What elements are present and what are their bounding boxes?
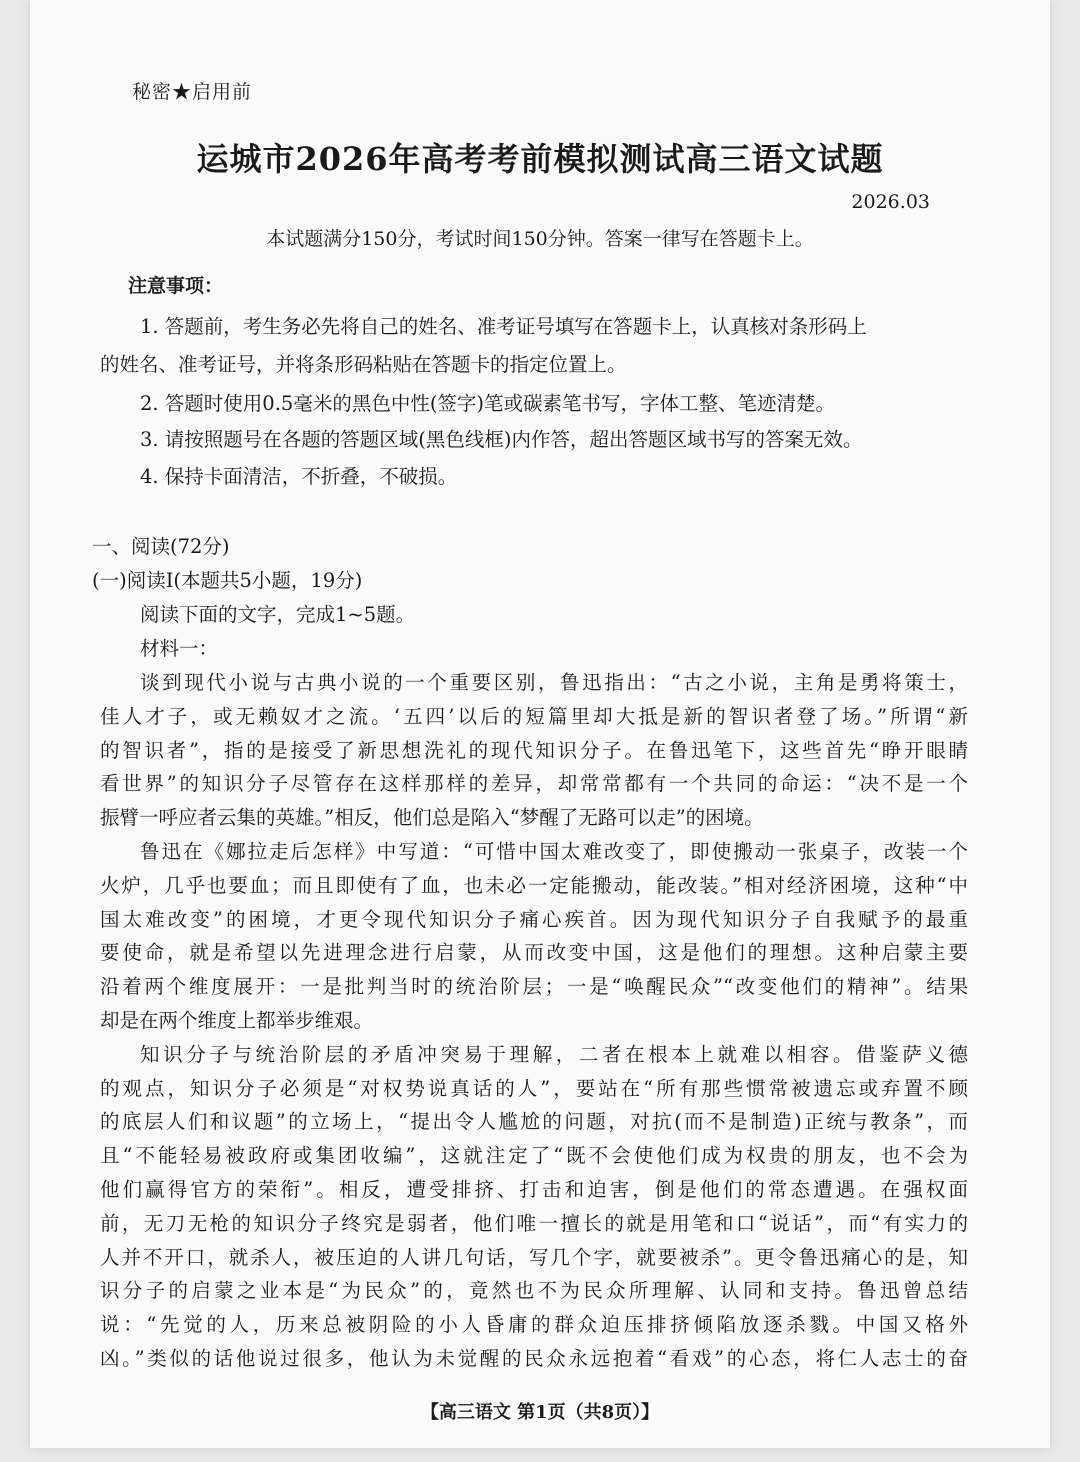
- passage-line: 他们赢得官方的荣衔”。相反，遭受排挤、打击和迫害，倒是他们的常态遭遇。在强权面: [100, 1178, 968, 1201]
- passage-line: 的底层人们和议题”的立场上，“提出令人尴尬的问题，对抗(而不是制造)正统与教条”，而: [100, 1110, 968, 1133]
- passage-line: 沿着两个维度展开：一是批判当时的统治阶层；一是“唤醒民众”“改变他们的精神”。结果: [100, 975, 968, 998]
- passage-line: 佳人才子，或无赖奴才之流。‘五四’以后的短篇里却大抵是新的智识者登了场。”所谓“新: [100, 705, 968, 728]
- passage-line: 且“不能轻易被政府或集团收编”，这就注定了“既不会使他们成为权贵的朋友，也不会为: [100, 1144, 968, 1167]
- confidential-label: 秘密★启用前: [132, 81, 253, 103]
- passage-line: 要使命，就是希望以先进理念进行启蒙，从而改变中国，这是他们的理想。这种启蒙主要: [100, 941, 968, 964]
- material-label: 材料一：: [140, 637, 219, 660]
- passage-line: 谈到现代小说与古典小说的一个重要区别，鲁迅指出：“古之小说，主角是勇将策士，: [140, 671, 968, 694]
- passage-line: 的观点，知识分子必须是“对权势说真话的人”，要站在“所有那些惯常被遗忘或弃置不顾: [100, 1077, 968, 1100]
- passage-line: 前，无刀无枪的知识分子终究是弱者，他们唯一擅长的就是用笔和口“说话”，而“有实力的: [100, 1212, 968, 1235]
- passage-line: 说：“先觉的人，历来总被阴险的小人昏庸的群众迫压排挤倾陷放逐杀戮。中国又格外: [100, 1313, 968, 1336]
- reading-instruction: 阅读下面的文字，完成1~5题。: [140, 603, 416, 626]
- passage-line: 鲁迅在《娜拉走后怎样》中写道：“可惜中国太难改变了，即使搬动一张桌子，改装一个: [140, 840, 968, 863]
- passage-line: 人并不开口，就杀人，被压迫的人讲几句话，写几个字，就要被杀”。更令鲁迅痛心的是，知: [100, 1246, 968, 1269]
- subsection-heading: (一)阅读Ⅰ(本题共5小题，19分): [92, 569, 363, 592]
- section-heading: 一、阅读(72分): [92, 535, 230, 558]
- notice-line: 3. 请按照题号在各题的答题区域(黑色线框)内作答，超出答题区域书写的答案无效。: [140, 428, 863, 451]
- exam-title: 运城市2026年高考考前模拟测试高三语文试题: [196, 140, 884, 178]
- exam-date: 2026.03: [851, 191, 930, 213]
- notice-line: 2. 答题时使用0.5毫米的黑色中性(签字)笔或碳素笔书写，字体工整、笔迹清楚。: [140, 392, 836, 415]
- notice-line: 1. 答题前，考生务必先将自己的姓名、准考证号填写在答题卡上，认真核对条形码上: [140, 315, 867, 338]
- notice-heading: 注意事项：: [128, 275, 224, 297]
- passage-line: 看世界”的知识分子尽管存在这样那样的差异，却常常都有一个共同的命运：“决不是一个: [100, 772, 968, 795]
- passage-line: 振臂一呼应者云集的英雄。”相反，他们总是陷入“梦醒了无路可以走”的困境。: [100, 806, 764, 829]
- notice-line: 的姓名、准考证号，并将条形码粘贴在答题卡的指定位置上。: [100, 353, 627, 376]
- passage-line: 国太难改变”的困境，才更令现代知识分子痛心疾首。因为现代知识分子自我赋予的最重: [100, 908, 968, 931]
- passage-line: 火炉，几乎也要血；而且即使有了血，也未必一定能搬动，能改装。”相对经济困境，这种“中: [100, 874, 968, 897]
- exam-intro: 本试题满分150分，考试时间150分钟。答案一律写在答题卡上。: [266, 228, 814, 250]
- passage-line: 的智识者”，指的是接受了新思想洗礼的现代知识分子。在鲁迅笔下，这些首先“睁开眼睛: [100, 739, 968, 762]
- notice-line: 4. 保持卡面清洁，不折叠，不破损。: [140, 465, 458, 488]
- passage-line: 却是在两个维度上都举步维艰。: [100, 1009, 374, 1032]
- page-footer: 【高三语文 第1页（共8页）】: [420, 1402, 660, 1423]
- passage-line: 凶。”类似的话他说过很多，他认为未觉醒的民众永远抱着“看戏”的心态，将仁人志士的奋: [100, 1347, 968, 1370]
- exam-page: [30, 0, 1050, 1448]
- passage-line: 识分子的启蒙之业本是“为民众”的，竟然也不为民众所理解、认同和支持。鲁迅曾总结: [100, 1279, 968, 1302]
- passage-line: 知识分子与统治阶层的矛盾冲突易于理解，二者在根本上就难以相容。借鉴萨义德: [140, 1043, 968, 1066]
